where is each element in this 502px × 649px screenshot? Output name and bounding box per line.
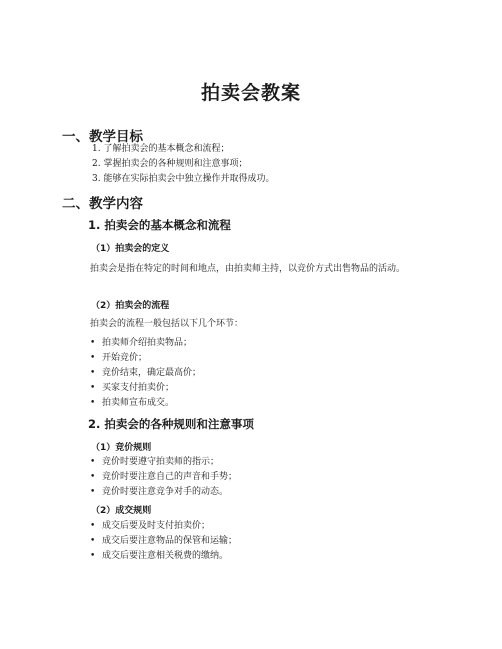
list-item: • 成交后要及时支付拍卖价；: [90, 521, 211, 531]
objective-item: 3. 能够在实际拍卖会中独立操作并取得成功。: [92, 174, 275, 184]
list-item: • 买家支付拍卖价；: [90, 383, 175, 393]
list-item: • 竞价时要注意竞争对手的动态。: [90, 487, 229, 497]
section-heading-content: 二、教学内容: [62, 196, 143, 212]
list-item: • 成交后要注意物品的保管和运输；: [90, 536, 238, 546]
bullet-icon: •: [90, 536, 96, 546]
list-item: • 成交后要注意相关税费的缴纳。: [90, 551, 229, 561]
bullet-icon: •: [90, 398, 96, 408]
objective-item: 2. 掌握拍卖会的各种规则和注意事项；: [92, 159, 248, 169]
bullet-icon: •: [90, 472, 96, 482]
section-heading-objectives: 一、教学目标: [62, 129, 143, 145]
subsection-heading-concept: 1. 拍卖会的基本概念和流程: [88, 218, 231, 232]
sub-subsection-heading-bidding: （1）竞价规则: [91, 443, 152, 453]
bullet-icon: •: [90, 353, 96, 363]
sub-subsection-heading-definition: （1）拍卖会的定义: [91, 244, 170, 254]
sub-subsection-heading-deal: （2）成交规则: [91, 506, 152, 516]
subsection-heading-rules: 2. 拍卖会的各种规则和注意事项: [88, 417, 254, 431]
bullet-icon: •: [90, 383, 96, 393]
sub-subsection-heading-flow: （2）拍卖会的流程: [91, 301, 170, 311]
document-title: 拍卖会教案: [200, 82, 301, 104]
bullet-icon: •: [90, 338, 96, 348]
bullet-icon: •: [90, 368, 96, 378]
definition-paragraph: 拍卖会是指在特定的时间和地点，由拍卖师主持，以竞价方式出售物品的活动。: [90, 264, 406, 274]
list-item: • 竞价时要注意自己的声音和手势；: [90, 472, 238, 482]
bullet-icon: •: [90, 521, 96, 531]
bullet-icon: •: [90, 487, 96, 497]
flow-intro: 拍卖会的流程一般包括以下几个环节：: [90, 319, 244, 329]
list-item: • 竞价时要遵守拍卖师的指示；: [90, 457, 220, 467]
bullet-icon: •: [90, 457, 96, 467]
bullet-icon: •: [90, 551, 96, 561]
list-item: • 开始竞价；: [90, 353, 148, 363]
objective-item: 1. 了解拍卖会的基本概念和流程；: [92, 144, 230, 154]
list-item: • 竞价结束，确定最高价；: [90, 368, 202, 378]
list-item: • 拍卖师宣布成交。: [90, 398, 175, 408]
list-item: • 拍卖师介绍拍卖物品；: [90, 338, 193, 348]
